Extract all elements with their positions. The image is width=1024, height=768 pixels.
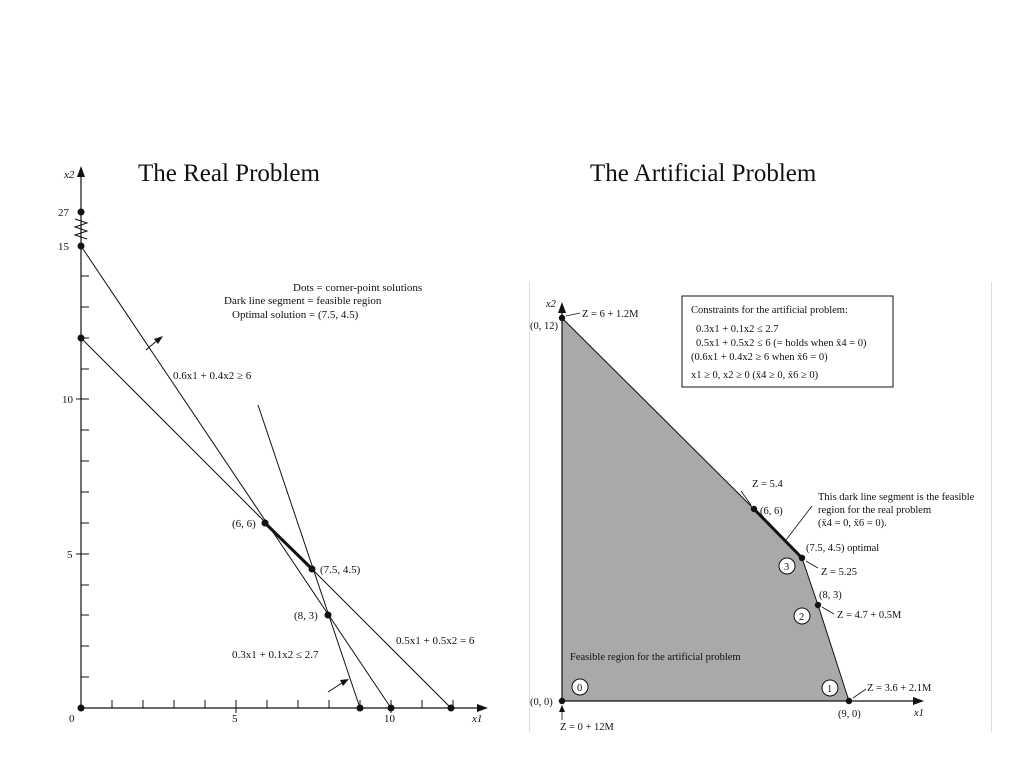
point-9-0 (357, 705, 364, 712)
point-0-15 (78, 243, 85, 250)
x-tick-10: 10 (384, 713, 395, 725)
z-label-8-3: Z = 4.7 + 0.5M (837, 610, 902, 621)
x2-axis-arrow (77, 166, 85, 177)
origin-pointer-head (559, 705, 565, 712)
z-label-0-0: Z = 0 + 12M (560, 722, 614, 733)
svg-text:1: 1 (827, 684, 833, 695)
point-8-3 (325, 612, 332, 619)
constraint-box-line-4: x1 ≥ 0, x2 ≥ 0 (x̄4 ≥ 0, x̄6 ≥ 0) (691, 370, 819, 381)
y-tick-15: 15 (58, 241, 69, 253)
note-line-2: region for the real problem (818, 505, 932, 516)
constraint-box-line-3: (0.6x1 + 0.4x2 ≥ 6 when x̄6 = 0) (691, 352, 828, 363)
y-tick-5: 5 (67, 549, 73, 561)
x2-axis-arrow-right (558, 302, 566, 313)
z-8-3-pointer (822, 607, 834, 614)
y-tick-10: 10 (62, 394, 73, 406)
x2-axis-label: x2 (64, 169, 75, 181)
constraint-label-03x1-01x2: 0.3x1 + 0.1x2 ≤ 2.7 (232, 649, 319, 661)
point-label-7_5-4_5: (7.5, 4.5) (320, 564, 361, 576)
apoint-0-0 (559, 698, 565, 704)
point-27 (78, 209, 85, 216)
artificial-problem-graph (530, 296, 975, 733)
constraint-line-03x1-01x2 (258, 405, 360, 708)
apoint-0-12 (559, 315, 565, 321)
apoint-8-3 (815, 602, 821, 608)
point-0-12 (78, 335, 85, 342)
point-7_5-4_5 (309, 566, 316, 573)
constraint-box-line-1: 0.3x1 + 0.1x2 ≤ 2.7 (696, 324, 779, 335)
point-6-6 (262, 520, 269, 527)
point-label-8-3: (8, 3) (294, 610, 318, 622)
note-line-3: (x̄4 = 0, x̄6 = 0). (818, 518, 887, 529)
artificial-problem-title: The Artificial Problem (590, 160, 817, 187)
label-6-6: (6, 6) (760, 506, 783, 517)
constraint-label-06x1-04x2: 0.6x1 + 0.4x2 ≥ 6 (173, 370, 252, 382)
apoint-6-6 (751, 506, 757, 512)
svg-text:0: 0 (577, 683, 583, 694)
real-problem-title: The Real Problem (138, 160, 320, 187)
label-0-0: (0, 0) (530, 697, 553, 708)
y-tick-27: 27 (58, 207, 69, 219)
step-2 (794, 608, 810, 624)
x-tick-0: 0 (69, 713, 75, 725)
z-label-9-0: Z = 3.6 + 2.1M (867, 683, 932, 694)
constraints-box-title: Constraints for the artificial problem: (691, 305, 848, 316)
apoint-7_5-4_5 (799, 555, 805, 561)
x-tick-marks (112, 700, 453, 713)
constraint-box-line-2: 0.5x1 + 0.5x2 ≤ 6 (= holds when x̄4 = 0) (696, 338, 867, 349)
z-label-6-6: Z = 5.4 (752, 479, 783, 490)
apoint-9-0 (846, 698, 852, 704)
legend-dots: Dots = corner-point solutions (293, 282, 423, 294)
label-7_5-4_5: (7.5, 4.5) optimal (806, 543, 880, 554)
point-label-6-6: (6, 6) (232, 518, 256, 530)
arrowhead-2 (340, 679, 349, 686)
legend-dark-line: Dark line segment = feasible region (224, 295, 382, 307)
label-8-3: (8, 3) (819, 590, 842, 601)
x-tick-5: 5 (232, 713, 238, 725)
point-12-0 (448, 705, 455, 712)
z-top-pointer (566, 313, 580, 316)
constraint-label-05x1-05x2: 0.5x1 + 0.5x2 = 6 (396, 635, 475, 647)
z-label-7_5-4_5: Z = 5.25 (821, 567, 857, 578)
x1-axis-arrow-right (913, 697, 924, 705)
x1-axis-label-right: x1 (914, 708, 924, 719)
x1-axis-arrow (477, 704, 488, 712)
note-line-1: This dark line segment is the feasible (818, 492, 975, 503)
z-label-0-12: Z = 6 + 1.2M (582, 309, 639, 320)
step-1 (822, 680, 838, 696)
label-0-12: (0, 12) (530, 321, 558, 332)
note-pointer (786, 506, 812, 540)
arrowhead-1 (154, 336, 163, 344)
x2-axis-label-right: x2 (546, 299, 556, 310)
z-9-0-pointer (853, 689, 866, 698)
label-9-0: (9, 0) (838, 709, 861, 720)
step-3 (779, 558, 795, 574)
svg-text:3: 3 (784, 562, 790, 573)
artificial-region-label: Feasible region for the artificial problem (570, 652, 741, 663)
z-7_5-pointer (806, 561, 818, 568)
step-0 (572, 679, 588, 695)
point-origin (78, 705, 85, 712)
real-problem-graph (58, 166, 488, 725)
legend-optimal: Optimal solution = (7.5, 4.5) (232, 309, 359, 321)
svg-text:2: 2 (799, 612, 805, 623)
x1-axis-label: x1 (472, 713, 483, 725)
point-10-0 (388, 705, 395, 712)
